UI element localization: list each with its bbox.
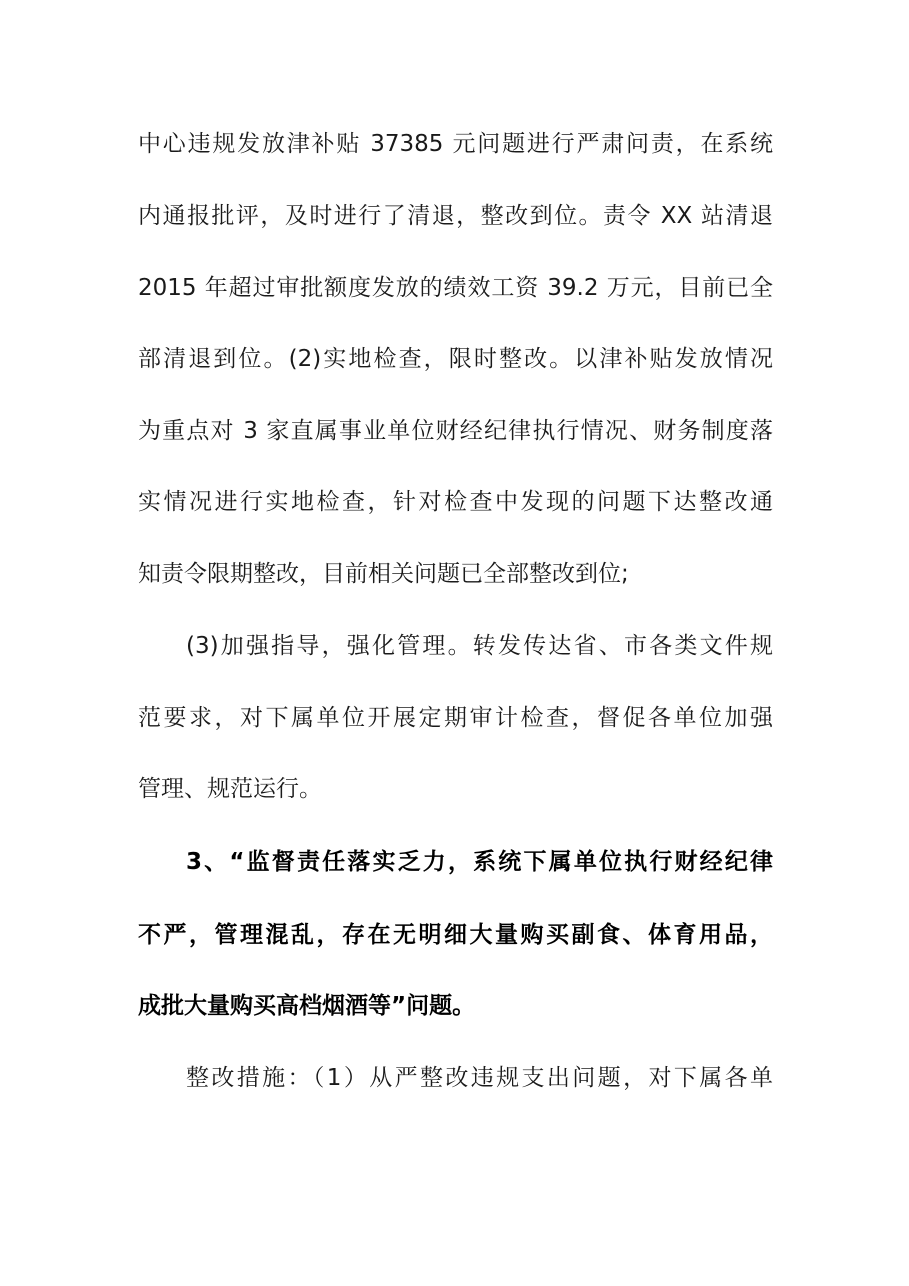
body-text-line: 部清退到位。(2)实地检查，限时整改。以津补贴发放情况 (138, 346, 773, 372)
body-text-line: 知责令限期整改，目前相关问题已全部整改到位; (138, 561, 629, 587)
section-heading-line: 3、“监督责任落实乏力，系统下属单位执行财经纪律 (186, 849, 773, 875)
body-text-line: 2015 年超过审批额度发放的绩效工资 39.2 万元，目前已全 (138, 275, 773, 301)
section-heading-line: 成批大量购买高档烟酒等”问题。 (138, 993, 476, 1019)
body-text-line: 整改措施：（1）从严整改违规支出问题，对下属各单 (186, 1065, 773, 1091)
body-text-line: 管理、规范运行。 (138, 776, 322, 802)
body-text-line: 范要求，对下属单位开展定期审计检查，督促各单位加强 (138, 705, 773, 731)
body-text-line: (3)加强指导，强化管理。转发传达省、市各类文件规 (186, 633, 773, 659)
body-text-line: 中心违规发放津补贴 37385 元问题进行严肃问责，在系统 (138, 131, 773, 157)
body-text-line: 实情况进行实地检查，针对检查中发现的问题下达整改通 (138, 489, 773, 515)
section-heading-line: 不严，管理混乱，存在无明细大量购买副食、体育用品， (138, 922, 773, 948)
body-text-line: 为重点对 3 家直属事业单位财经纪律执行情况、财务制度落 (138, 418, 773, 444)
body-text-line: 内通报批评，及时进行了清退，整改到位。责令 XX 站清退 (138, 203, 773, 229)
